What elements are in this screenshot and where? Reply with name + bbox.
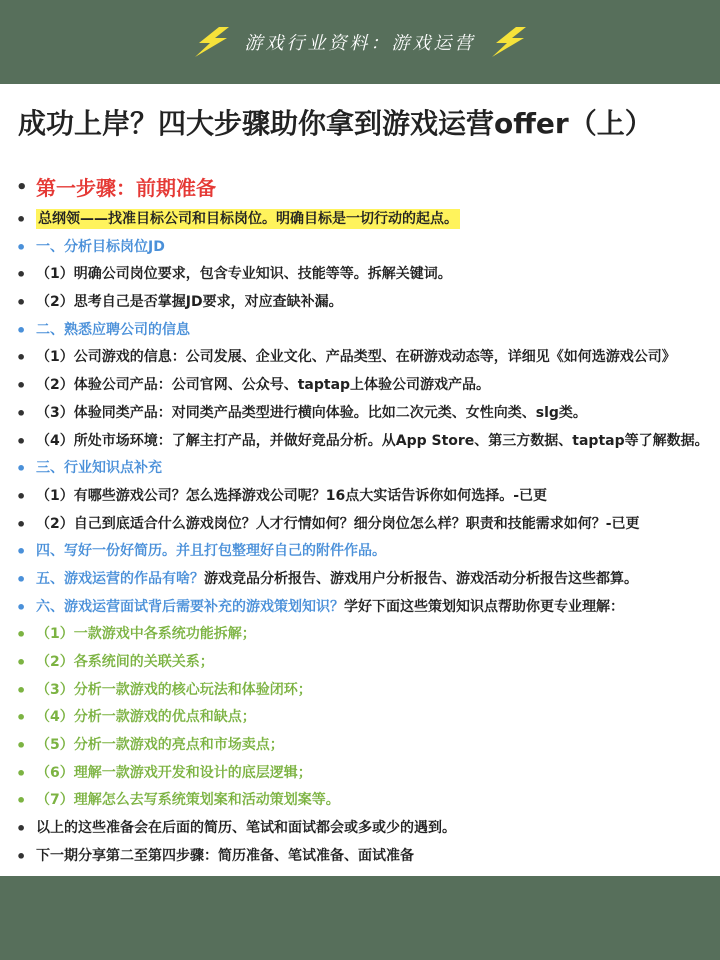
list-item (0, 170, 720, 206)
list-item (0, 455, 720, 483)
banner-text: 游戏行业资料：游戏运营 (244, 33, 476, 54)
lightning-icon (486, 26, 532, 58)
list-item (0, 677, 720, 705)
list-item (0, 621, 720, 649)
list-item (0, 344, 720, 372)
list-item (0, 538, 720, 566)
list-item-text: （1）一款游戏中各系统功能拆解； (36, 626, 256, 643)
list-item-text: （5）分析一款游戏的亮点和市场卖点； (36, 737, 284, 754)
list-item-text: （4）分析一款游戏的优点和缺点； (36, 709, 256, 726)
list-item-text: （7）理解怎么去写系统策划案和活动策划案等。 (36, 792, 340, 809)
section-detail: 学好下面这些策划知识点帮助你更专业理解： (344, 598, 624, 615)
list-item (0, 594, 720, 622)
list-item (0, 843, 720, 871)
list-item-text: （1）公司游戏的信息：公司发展、企业文化、产品类型、在研游戏动态等，详细见《如何选游戏公司》 (36, 349, 676, 366)
list-item (0, 732, 720, 760)
list-item (0, 704, 720, 732)
list-item-text: 下一期分享第二至第四步骤：简历准备、笔试准备、面试准备 (36, 847, 414, 864)
footer-band (0, 876, 720, 960)
list-item (0, 566, 720, 594)
list-item (0, 428, 720, 456)
list-item (0, 372, 720, 400)
list-item (0, 317, 720, 345)
section-heading: 五、游戏运营的作品有啥？ (36, 570, 204, 587)
lightning-icon (189, 26, 235, 58)
bullet-list (0, 170, 720, 871)
list-item (0, 206, 720, 234)
list-item (0, 511, 720, 539)
list-item (0, 261, 720, 289)
list-item (0, 760, 720, 788)
list-item (0, 483, 720, 511)
list-item-text: （2）自己到底适合什么游戏岗位？人才行情如何？细分岗位怎么样？职责和技能需求如何？-已更 (36, 515, 640, 532)
list-item-text: （2）体验公司产品：公司官网、公众号、taptap上体验公司游戏产品。 (36, 377, 491, 394)
list-item-text: （1）有哪些游戏公司？怎么选择游戏公司呢？16点大实话告诉你如何选择。-已更 (36, 487, 548, 504)
list-item-text: （1）明确公司岗位要求，包含专业知识、技能等等。拆解关键词。 (36, 266, 452, 283)
list-item-text: （4）所处市场环境：了解主打产品，并做好竞品分析。从App Store、第三方数据、taptap等了解数据。 (36, 432, 709, 449)
section-heading: 一、分析目标岗位JD (36, 238, 165, 255)
page-title: 成功上岸？四大步骤助你拿到游戏运营offer（上） (18, 107, 653, 140)
content-card (0, 84, 720, 876)
list-item (0, 815, 720, 843)
highlighted-text: 总纲领——找准目标公司和目标岗位。明确目标是一切行动的起点。 (38, 211, 458, 227)
section-heading: 三、行业知识点补充 (36, 460, 162, 477)
list-item (0, 289, 720, 317)
list-item (0, 649, 720, 677)
list-item-text: 以上的这些准备会在后面的简历、笔试和面试都会或多或少的遇到。 (36, 820, 456, 837)
header-banner (0, 0, 720, 84)
list-item (0, 787, 720, 815)
section-heading: 六、游戏运营面试背后需要补充的游戏策划知识？ (36, 598, 344, 615)
section-heading: 二、熟悉应聘公司的信息 (36, 321, 190, 338)
step-heading: 第一步骤：前期准备 (36, 176, 216, 200)
list-item-text: （2）思考自己是否掌握JD要求，对应查缺补漏。 (36, 294, 343, 311)
list-item-text: （3）分析一款游戏的核心玩法和体验闭环； (36, 681, 312, 698)
list-item (0, 234, 720, 262)
list-item-text: （2）各系统间的关联关系； (36, 654, 214, 670)
section-heading: 四、写好一份好简历。并且打包整理好自己的附件作品。 (36, 543, 386, 560)
list-item-text: （3）体验同类产品：对同类产品类型进行横向体验。比如二次元类、女性向类、slg类。 (36, 404, 587, 421)
list-item (0, 400, 720, 428)
list-item-text: （6）理解一款游戏开发和设计的底层逻辑； (36, 764, 312, 781)
section-detail: 游戏竞品分析报告、游戏用户分析报告、游戏活动分析报告这些都算。 (204, 570, 638, 587)
